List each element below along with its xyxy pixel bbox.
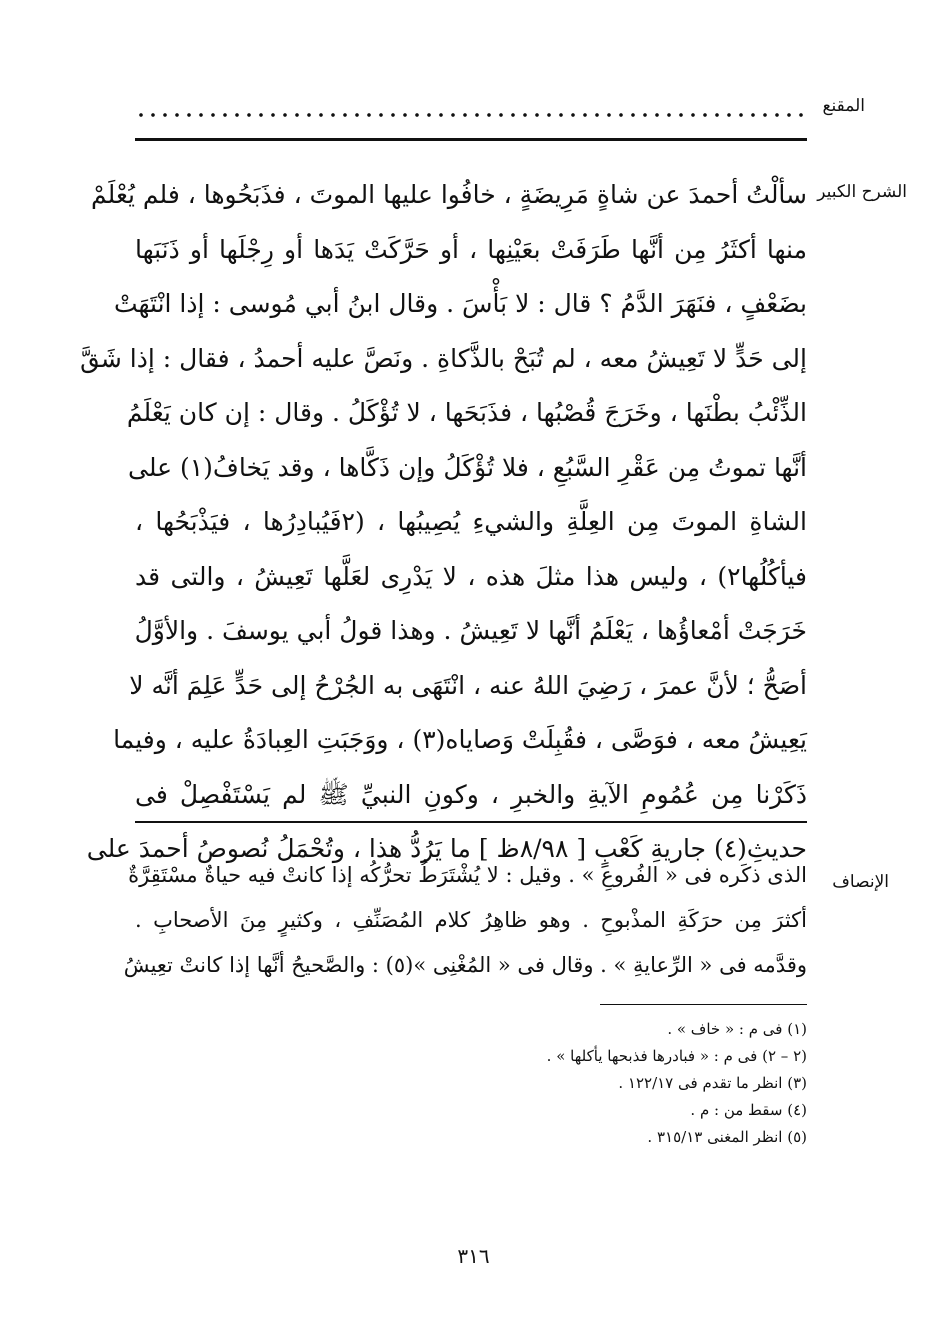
header-rule xyxy=(135,138,807,141)
side-label-sharh-kabir: الشرح الكبير xyxy=(817,182,907,202)
text-line: أصَحُّ ؛ لأنَّ عمرَ ، رَضِيَ اللهُ عنه ، انْتَهَى به الجُرْحُ إلى حَدٍّ عَلِمَ أنَّه لا xyxy=(129,670,807,700)
text-line: سألْتُ أحمدَ عن شاةٍ مَرِيضَةٍ ، خافُوا عليها الموتَ ، فذَبَحُوها ، فلم يُعْلَمْ xyxy=(91,180,807,209)
side-label-insaf: الإنصاف xyxy=(832,872,889,892)
main-commentary-text xyxy=(80,168,807,877)
text-line: فيأكُلُها٢) ، وليس هذا مثلَ هذه ، لا يَدْرِى لعَلَّها تَعِيشُ ، والتى قد xyxy=(135,561,807,591)
footnote: (٤) سقط من : م . xyxy=(690,1101,807,1119)
text-line: أكثرَ مِن حرَكَةِ المذْبوحِ . وهو ظاهِرُ كلام المُصَنِّفِ ، وكثيرٍ مِنَ الأصحابِ . xyxy=(135,908,807,932)
text-line: الشاةِ الموتَ مِن العِلَّةِ والشيءِ يُصِيبُها ، (٢فَيُبادِرُها ، فيَذْبَحُها ، xyxy=(135,507,807,536)
footnote: (٣) انظر ما تقدم فى ١٢٢/١٧ . xyxy=(618,1074,807,1092)
footnote: (٢ – ٢) فى م : « فبادرها فذبحها يأكلها » . xyxy=(546,1047,807,1065)
footnotes xyxy=(407,1016,807,1151)
text-line: منها أكثَرُ مِن أنَّها طَرَفَتْ بعَيْنِها ، أو حَرَّكَتْ يَدَها أو رِجْلَها أو ذَنَبَها xyxy=(135,234,807,264)
insaf-text xyxy=(123,853,807,988)
footnote-rule xyxy=(600,1004,807,1005)
footnote: (٥) انظر المغنى ٣١٥/١٣ . xyxy=(647,1128,807,1146)
text-line: بضَعْفٍ ، فنَهَرَ الدَّمُ ؟ قال : لا بَأْسَ . وقال ابنُ أبي مُوسى : إذا انْتَهَتْ xyxy=(113,289,807,318)
text-line: يَعِيشُ معه ، فوَصَّى ، فقُبِلَتْ وَصاياه(٣) ، ووَجَبَتِ العِبادَةُ عليه ، وفيما xyxy=(113,725,807,754)
text-line: ذَكَرْنا مِن عُمُومِ الآيةِ والخبرِ ، وكونِ النبيِّ ﷺ لم يَسْتَفْصِلْ فى xyxy=(135,779,807,809)
text-line: إلى حَدٍّ لا تَعِيشُ معه ، لم تُبَحْ بالذَّكاةِ . ونَصَّ عليه أحمدُ ، فقال : إذا شَقَّ xyxy=(80,343,807,373)
dotted-divider xyxy=(135,110,807,120)
text-line: وقدَّمه فى « الرِّعايةِ » . وقال فى « المُغْنِى »(٥) : والصَّحيحُ أنَّها إذا كانتْ تعِيشُ xyxy=(123,953,807,977)
text-line: أنَّها تموتُ مِن عَقْرِ السَّبُعِ ، فلا تُؤْكَلُ وإن ذَكَّاها ، وقد يَخافُ(١) على xyxy=(127,452,807,482)
text-line: خَرَجَتْ أمْعاؤُها ، يَعْلَمُ أنَّها لا تَعِيشُ . وهذا قولُ أبي يوسفَ . والأوَّلُ xyxy=(134,616,807,645)
footnote: (١) فى م : « خاف » . xyxy=(667,1020,807,1038)
text-line: الذِّئْبُ بطْنَها ، وخَرَجَ قُصْبُها ، فذَبَحَها ، لا تُؤْكَلُ . وقال : إن كان يَعْلَمُ xyxy=(126,398,807,427)
text-line: الذى ذكَره فى « الفُروعِ » . وقيل : لا يُشْتَرَطُ تحرُّكُه إذا كانتْ فيه حياةٌ مسْتَقِرَّةٌ xyxy=(128,863,807,887)
page-number: ٣١٦ xyxy=(457,1244,490,1268)
text-line: حديثِ(٤) جاريةِ كَعْبٍ [ ٨/٩٨ظ ] ما يَرُدُّ هذا ، وتُحْمَلُ نُصوصُ أحمدَ على xyxy=(86,834,807,863)
section-divider xyxy=(135,821,807,823)
running-title: المقنع xyxy=(822,96,865,116)
